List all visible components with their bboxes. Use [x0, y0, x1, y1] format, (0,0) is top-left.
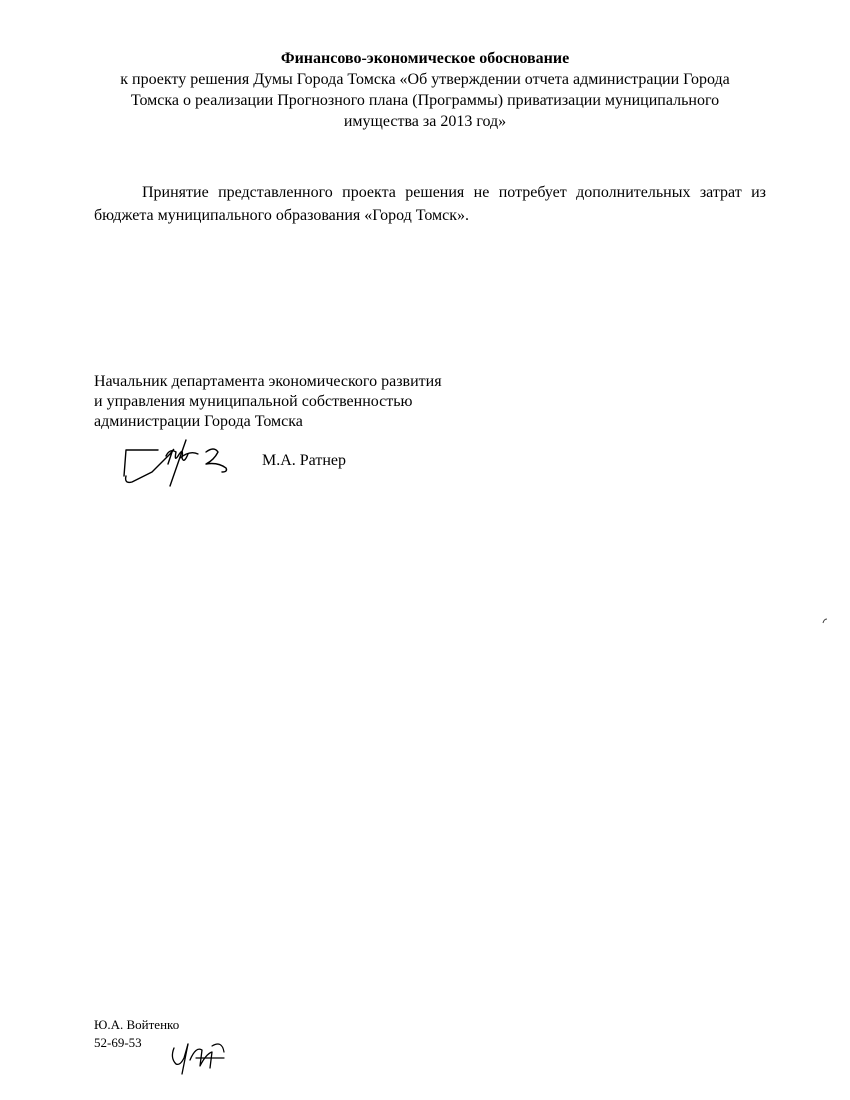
signatory-position-line-1: Начальник департамента экономического развития: [94, 373, 442, 390]
scan-speck: [822, 618, 828, 624]
document-subtitle-line-3: имущества за 2013 год»: [343, 113, 507, 130]
signatory-position: [94, 372, 514, 432]
document-subtitle-line-2: Томска о реализации Прогнозного плана (Программы) приватизации муниципального: [130, 92, 720, 109]
executor-name: Ю.А. Войтенко: [94, 1017, 180, 1032]
title-block: [60, 48, 790, 132]
body-paragraph: Принятие представленного проекта решения не потребует дополнительных затрат из бюджета муниципального образования «Город Томск».: [94, 184, 766, 224]
document-title: Финансово-экономическое обоснование: [280, 50, 570, 67]
executor-phone: 52-69-53: [94, 1035, 142, 1050]
document-subtitle-line-1: к проекту решения Думы Города Томска «Об утверждении отчета администрации Города: [120, 71, 730, 88]
handwritten-initials: [166, 1036, 230, 1076]
signatory-name: М.А. Ратнер: [262, 452, 347, 469]
signatory-position-line-3: администрации Города Томска: [94, 413, 303, 430]
handwritten-signature: [118, 432, 248, 490]
signatory-position-line-2: и управления муниципальной собственностью: [94, 393, 413, 410]
